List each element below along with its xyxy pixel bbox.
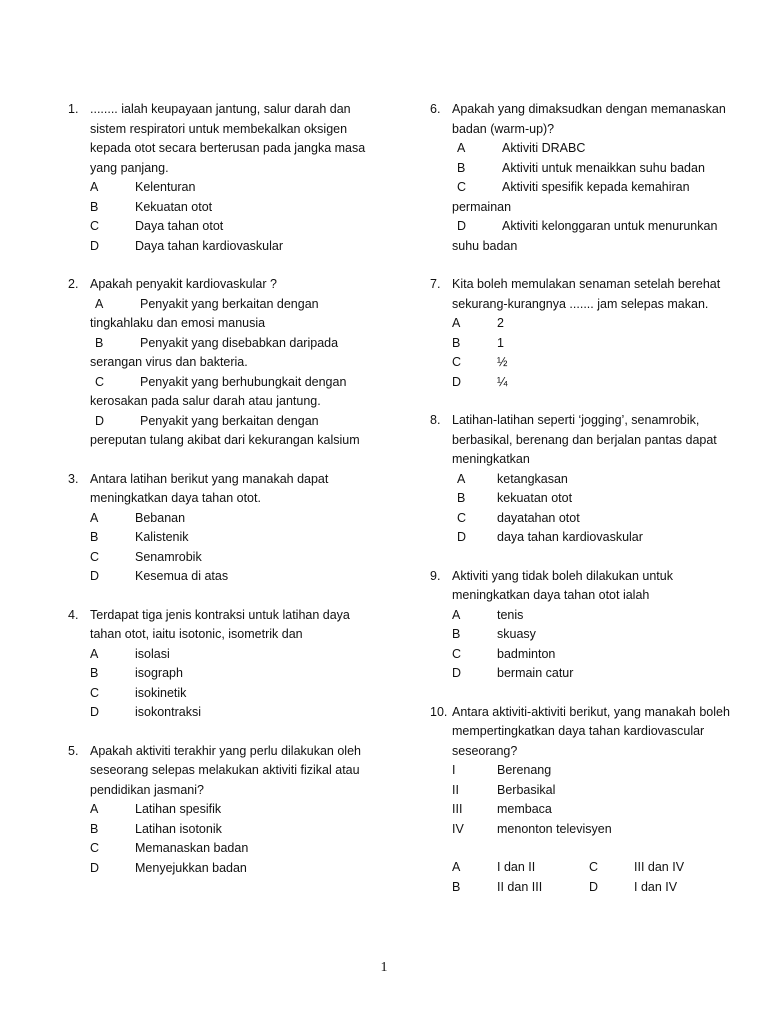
option-text: Kesemua di atas <box>135 569 229 583</box>
option <box>452 314 730 334</box>
answer-choices <box>452 858 730 897</box>
option-text: Bebanan <box>135 510 186 525</box>
question-text: Apakah aktiviti terakhir yang perlu dilakukan oleh seseorang selepas melakukan aktiviti fizikal atau pendidikan jasmani? <box>90 743 361 797</box>
option-text: Aktiviti kelonggaran untuk menurunkan suhu badan <box>452 219 718 253</box>
option <box>90 217 368 237</box>
statement-text: menonton televisyen <box>497 821 612 836</box>
option-label: A <box>90 180 99 194</box>
option <box>90 295 368 334</box>
option <box>90 198 368 218</box>
option-text: Daya tahan kardiovaskular <box>135 238 283 253</box>
option <box>90 528 368 548</box>
option <box>90 237 368 257</box>
question-text: Apakah yang dimaksudkan dengan memanaskan badan (warm-up)? <box>452 102 726 136</box>
option <box>90 839 368 859</box>
option <box>90 645 368 665</box>
option-label: C <box>452 355 462 369</box>
option <box>452 334 730 354</box>
option <box>90 509 368 529</box>
option-label: D <box>95 413 105 428</box>
option-label: C <box>90 685 100 700</box>
statement <box>452 800 730 820</box>
question-number: 2. <box>68 277 79 291</box>
question-text: Apakah penyakit kardiovaskular ? <box>90 277 277 291</box>
option-text: Kalistenik <box>135 530 189 544</box>
option-label: D <box>457 530 467 544</box>
option-text: ketangkasan <box>497 471 568 486</box>
option-text: Aktiviti untuk menaikkan suhu badan <box>502 160 705 175</box>
option-label: D <box>90 238 100 253</box>
option-label: B <box>90 821 99 836</box>
option-text: Latihan isotonik <box>135 821 222 836</box>
option <box>90 664 368 684</box>
option-label: A <box>452 860 461 874</box>
option-text: I dan IV <box>634 879 678 894</box>
option <box>90 703 368 723</box>
option <box>90 859 368 879</box>
statement-label: III <box>452 802 463 816</box>
question-number: 7. <box>430 277 441 291</box>
option-label: C <box>90 219 100 233</box>
option-text: kekuatan otot <box>497 491 573 505</box>
option-label: C <box>457 180 467 194</box>
question-10 <box>430 703 730 898</box>
option-label: A <box>95 296 104 311</box>
option-text: 1 <box>497 335 504 350</box>
option-label: C <box>90 549 100 564</box>
question-number: 9. <box>430 568 441 583</box>
option <box>452 645 730 665</box>
option-text: ¼ <box>497 374 508 389</box>
option-text: isograph <box>135 666 183 680</box>
page-number: 1 <box>380 960 388 975</box>
option-label: D <box>589 879 599 894</box>
option-label: B <box>457 160 466 175</box>
option-text: Aktiviti spesifik kepada kemahiran permainan <box>452 180 690 214</box>
option-text: Menyejukkan badan <box>135 860 247 875</box>
option-text: Penyakit yang berkaitan dengan pereputan tulang akibat dari kekurangan kalsium <box>90 413 360 447</box>
option-label: A <box>90 646 99 661</box>
option-text: daya tahan kardiovaskular <box>497 530 643 544</box>
option-label: D <box>457 219 467 233</box>
option-label: D <box>452 666 462 680</box>
option-label: A <box>90 802 99 816</box>
option-text: tenis <box>497 607 524 622</box>
option <box>452 178 730 217</box>
statement-text: membaca <box>497 802 552 816</box>
question-text: Terdapat tiga jenis kontraksi untuk latihan daya tahan otot, iaitu isotonic, isometrik dan <box>90 607 350 641</box>
question-number: 10. <box>430 704 448 719</box>
option <box>452 373 730 393</box>
option <box>90 820 368 840</box>
question-number: 1. <box>68 102 79 116</box>
option-text: skuasy <box>497 627 536 641</box>
question-text: Latihan-latihan seperti ‘jogging’, senamrobik, berbasikal, berenang dan berjalan pantas dapat meningkatkan <box>452 413 717 466</box>
option-label: B <box>95 335 104 350</box>
option-text: isokinetik <box>135 685 187 700</box>
option-label: A <box>457 471 466 486</box>
option-label: D <box>90 705 100 719</box>
statement <box>452 761 730 781</box>
option-label: C <box>589 860 599 874</box>
option <box>90 412 368 451</box>
question-7 <box>430 275 730 392</box>
option-text: Kekuatan otot <box>135 199 213 214</box>
option-label: B <box>452 335 461 350</box>
option <box>452 470 730 490</box>
option-label: A <box>90 510 99 525</box>
option-text: Daya tahan otot <box>135 219 224 233</box>
option <box>452 217 730 256</box>
option-label: C <box>457 510 467 525</box>
option-text: badminton <box>497 646 556 661</box>
option <box>452 159 730 179</box>
option-label: B <box>452 627 461 641</box>
option <box>452 664 730 684</box>
option <box>90 548 368 568</box>
option <box>452 353 730 373</box>
option-text: isokontraksi <box>135 705 201 719</box>
question-number: 4. <box>68 607 79 622</box>
option <box>452 509 730 529</box>
option-label: A <box>457 141 466 155</box>
option <box>90 334 368 373</box>
option-text: ½ <box>497 355 508 369</box>
option-label: C <box>90 841 100 855</box>
option <box>452 528 730 548</box>
option-text: Penyakit yang berhubungkait dengan kerosakan pada salur darah atau jantung. <box>90 374 347 408</box>
option-label: B <box>90 666 99 680</box>
statement <box>452 781 730 801</box>
question-text: Aktiviti yang tidak boleh dilakukan untuk meningkatkan daya tahan otot ialah <box>452 568 673 602</box>
option-label: D <box>452 374 462 389</box>
option-text: Penyakit yang disebabkan daripada serangan virus dan bakteria. <box>90 335 339 369</box>
statement-label: IV <box>452 821 464 836</box>
question-number: 5. <box>68 743 79 758</box>
question-number: 3. <box>68 471 79 486</box>
question-text: Kita boleh memulakan senaman setelah berehat sekurang-kurangnya ....... jam selepas makan. <box>452 277 721 311</box>
question-text: ........ ialah keupayaan jantung, salur darah dan sistem respiratori untuk membekalkan oksigen kepada otot secara berterusan pada jangka masa yang panjang. <box>90 102 366 175</box>
left-column <box>68 100 368 897</box>
option-label: B <box>457 491 466 505</box>
option-text: isolasi <box>135 646 170 661</box>
option <box>452 489 730 509</box>
option-text: bermain catur <box>497 666 574 680</box>
option <box>90 800 368 820</box>
option <box>90 373 368 412</box>
option <box>452 139 730 159</box>
question-number: 6. <box>430 102 441 116</box>
question-4 <box>68 606 368 723</box>
option <box>90 684 368 704</box>
option-text: 2 <box>497 316 504 330</box>
option-text: Memanaskan badan <box>135 841 249 855</box>
option-text: Kelenturan <box>135 180 196 194</box>
option-text: Senamrobik <box>135 549 202 564</box>
option-text: Aktiviti DRABC <box>502 141 586 155</box>
statement-text: Berbasikal <box>497 782 556 797</box>
question-text: Antara latihan berikut yang manakah dapat meningkatkan daya tahan otot. <box>90 471 329 505</box>
question-6 <box>430 100 730 256</box>
option-label: B <box>90 199 99 214</box>
option-label: D <box>90 860 100 875</box>
option-label: D <box>90 569 100 583</box>
question-9 <box>430 567 730 684</box>
option <box>90 178 368 198</box>
option <box>452 625 730 645</box>
option-label: C <box>452 646 462 661</box>
statement-label: II <box>452 782 459 797</box>
question-2 <box>68 275 368 451</box>
statement-label: I <box>452 763 456 777</box>
question-8 <box>430 411 730 548</box>
question-text: Antara aktiviti-aktiviti berikut, yang manakah boleh mempertingkatkan daya tahan kardiovascular seseorang? <box>452 704 730 758</box>
right-column <box>430 100 730 916</box>
question-1 <box>68 100 368 256</box>
option-label: C <box>95 374 105 389</box>
option-text: I dan II <box>497 860 536 874</box>
statement <box>452 820 730 840</box>
option-label: B <box>90 530 99 544</box>
question-3 <box>68 470 368 587</box>
question-number: 8. <box>430 413 441 427</box>
option-label: A <box>452 607 461 622</box>
option-label: B <box>452 879 461 894</box>
option-text: dayatahan otot <box>497 510 580 525</box>
statement-text: Berenang <box>497 763 552 777</box>
option-text: Penyakit yang berkaitan dengan tingkahlaku dan emosi manusia <box>90 296 319 330</box>
option <box>90 567 368 587</box>
question-5 <box>68 742 368 879</box>
option <box>452 606 730 626</box>
option-label: A <box>452 316 461 330</box>
option-text: II dan III <box>497 879 543 894</box>
option-text: Latihan spesifik <box>135 802 222 816</box>
option-text: III dan IV <box>634 860 685 874</box>
